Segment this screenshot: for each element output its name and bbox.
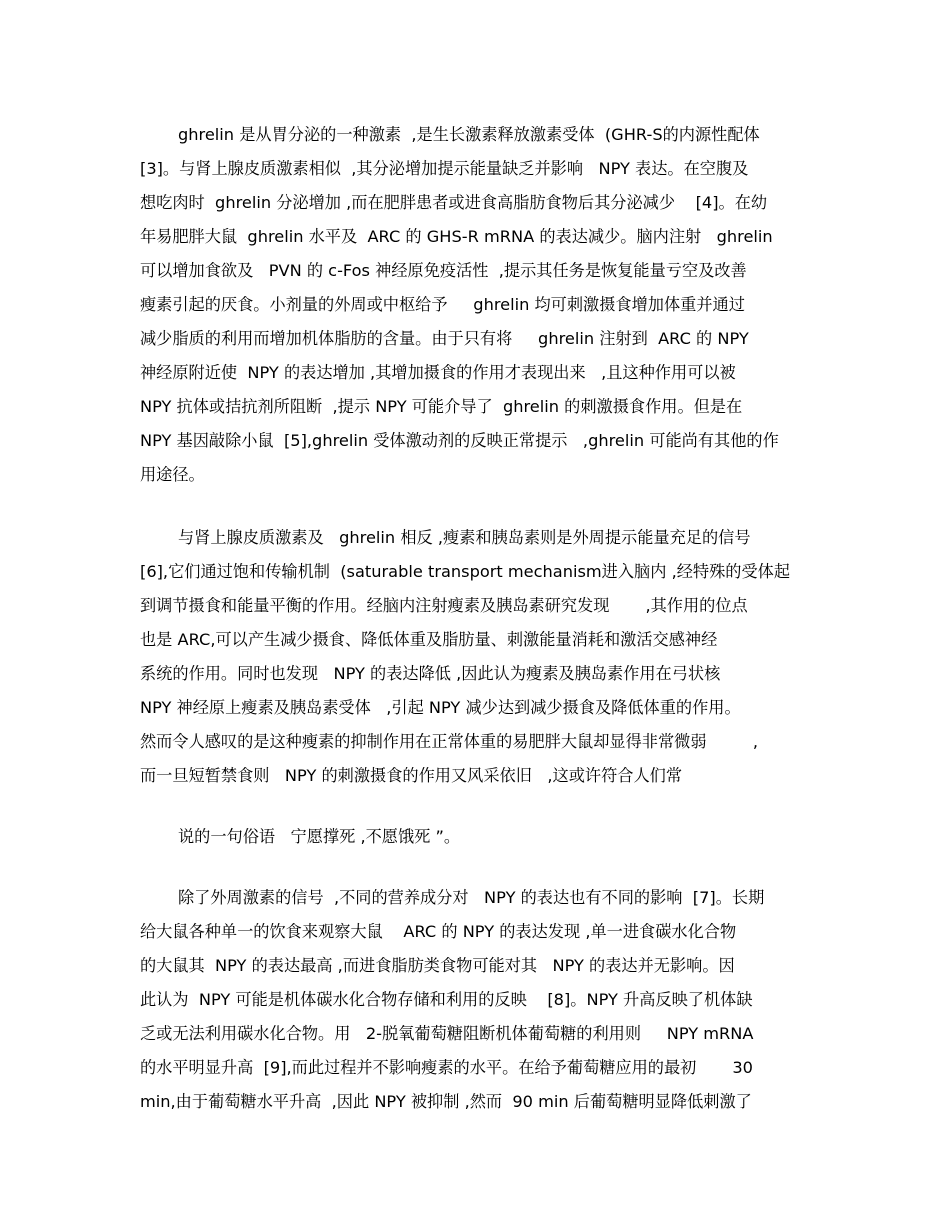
text-line: 此认为 NPY 可能是机体碳水化合物存储和利用的反映 [8]。NPY 升高反映了机体缺 [140,990,753,1009]
text-line: 说的一句俗语 宁愿撑死 ,不愿饿死 ”。 [178,827,461,846]
text-line: 与肾上腺皮质激素及 ghrelin 相反 ,瘦素和胰岛素则是外周提示能量充足的信号 [178,528,751,547]
text-line: [6],它们通过饱和传输机制 (saturable transport mechanism进入脑内 ,经特殊的受体起 [140,562,791,581]
text-line: [3]。与肾上腺皮质激素相似 ,其分泌增加提示能量缺乏并影响 NPY 表达。在空腹及 [140,159,749,178]
text-line: NPY 基因敲除小鼠 [5],ghrelin 受体激动剂的反映正常提示 ,ghrelin 可能尚有其他的作 [140,431,779,450]
text-line: 想吃肉时 ghrelin 分泌增加 ,而在肥胖患者或进食高脂肪食物后其分泌减少 [4]。在幼 [140,193,768,212]
text-line: 乏或无法利用碳水化合物。用 2-脱氧葡萄糖阻断机体葡萄糖的利用则 NPY mRNA [140,1024,754,1043]
text-line: NPY 抗体或拮抗剂所阻断 ,提示 NPY 可能介导了 ghrelin 的刺激摄食作用。但是在 [140,397,743,416]
text-line: 可以增加食欲及 PVN 的 c-Fos 神经原免疫活性 ,提示其任务是恢复能量亏空及改善 [140,261,747,280]
text-line: min,由于葡萄糖水平升高 ,因此 NPY 被抑制 ,然而 90 min 后葡萄糖明显降低刺激了 [140,1092,752,1111]
text-line: 减少脂质的利用而增加机体脂肪的含量。由于只有将 ghrelin 注射到 ARC 的 NPY [140,329,749,348]
text-line: 的水平明显升高 [9],而此过程并不影响瘦素的水平。在给予葡萄糖应用的最初 30 [140,1058,753,1077]
text-line: NPY 神经原上瘦素及胰岛素受体 ,引起 NPY 减少达到减少摄食及降低体重的作用。 [140,698,741,717]
text-line: 然而令人感叹的是这种瘦素的抑制作用在正常体重的易肥胖大鼠却显得非常微弱 , [140,732,759,751]
text-line: 用途径。 [140,465,205,484]
text-line: 年易肥胖大鼠 ghrelin 水平及 ARC 的 GHS-R mRNA 的表达减少。脑内注射 ghrelin [140,227,773,246]
text-line: 系统的作用。同时也发现 NPY 的表达降低 ,因此认为瘦素及胰岛素作用在弓状核 [140,664,721,683]
text-line: 到调节摄食和能量平衡的作用。经脑内注射瘦素及胰岛素研究发现 ,其作用的位点 [140,596,748,615]
text-line: 给大鼠各种单一的饮食来观察大鼠 ARC 的 NPY 的表达发现 ,单一进食碳水化合物 [140,922,737,941]
text-line: 神经原附近使 NPY 的表达增加 ,其增加摄食的作用才表现出来 ,且这种作用可以被 [140,363,736,382]
text-line: 除了外周激素的信号 ,不同的营养成分对 NPY 的表达也有不同的影响 [7]。长期 [178,888,765,907]
text-line: 也是 ARC,可以产生减少摄食、降低体重及脂肪量、刺激能量消耗和激活交感神经 [140,630,718,649]
text-line: 而一旦短暂禁食则 NPY 的刺激摄食的作用又风采依旧 ,这或许符合人们常 [140,766,683,785]
text-line: ghrelin 是从胃分泌的一种激素 ,是生长激素释放激素受体 (GHR-S的内源性配体 [178,125,760,144]
text-line: 瘦素引起的厌食。小剂量的外周或中枢给予 ghrelin 均可刺激摄食增加体重并通过 [140,295,745,314]
text-line: 的大鼠其 NPY 的表达最高 ,而进食脂肪类食物可能对其 NPY 的表达并无影响。因 [140,956,735,975]
